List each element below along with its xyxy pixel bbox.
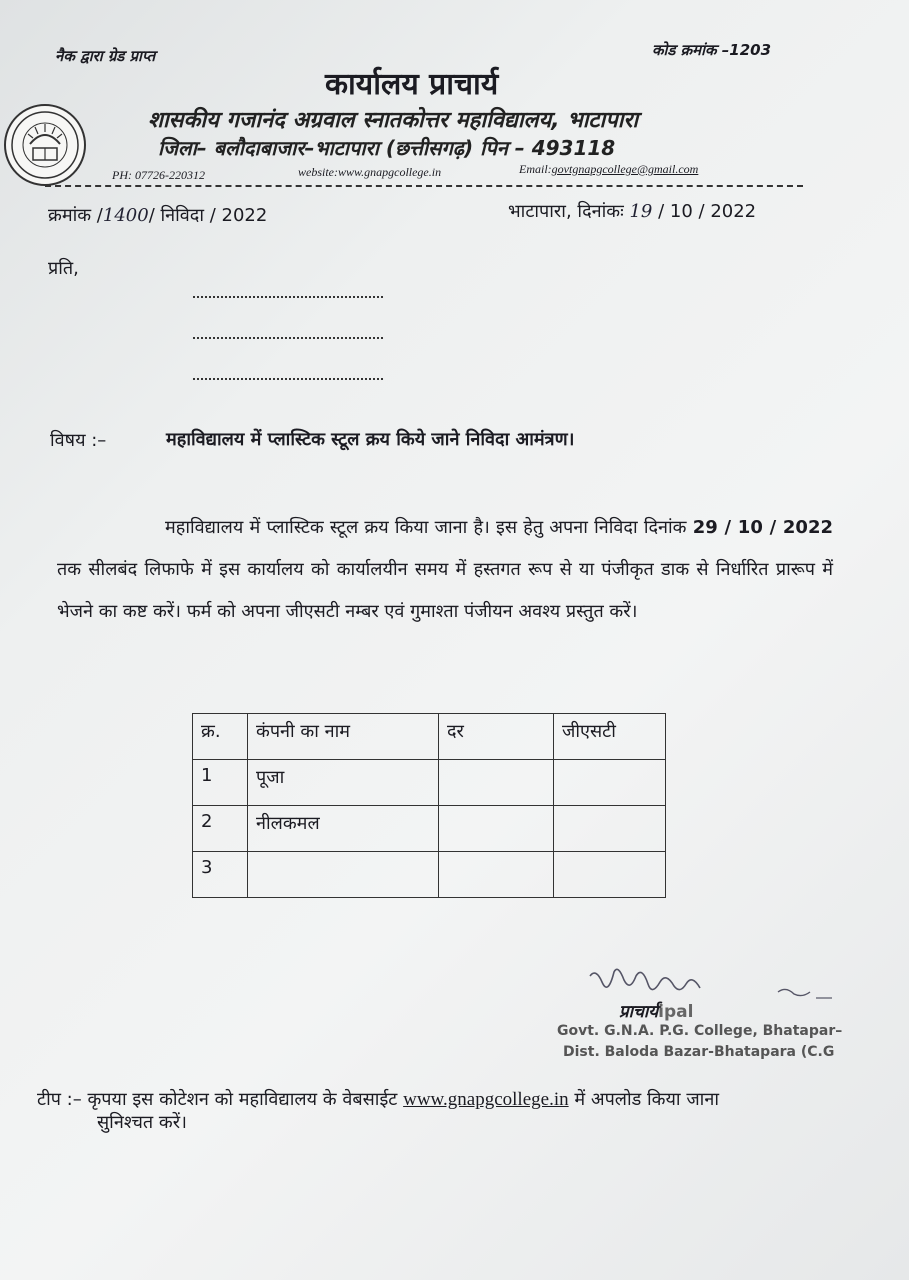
body-part-2: तक सीलबंद लिफाफे में इस कार्यालय को कार्यालयीन समय में हस्तगत रूप से या पंजीकृत डाक से निर्धारित प्रारूप में भेजने का कष्ट करें। फर्म को अपना जीएसटी नम्बर एवं गुमाश्ता पंजीयन अवश्य प्रस्तुत करें। bbox=[57, 559, 833, 622]
principal-title bbox=[619, 999, 693, 1022]
cell-gst bbox=[554, 806, 666, 852]
cell-rate bbox=[439, 760, 554, 806]
date-handwritten-day: 19 bbox=[629, 201, 653, 222]
header-gst: जीएसटी bbox=[554, 714, 666, 760]
date-suffix: / 10 / 2022 bbox=[658, 201, 757, 222]
cell-serial: 1 bbox=[193, 760, 248, 806]
email-label: Email: bbox=[519, 162, 552, 176]
cell-serial: 2 bbox=[193, 806, 248, 852]
table-row bbox=[193, 760, 666, 806]
date-prefix: भाटापारा, दिनांकः bbox=[508, 201, 624, 222]
body-part-1: महाविद्यालय में प्लास्टिक स्टूल क्रय किया जाना है। इस हेतु अपना निविदा दिनांक bbox=[165, 517, 693, 538]
cell-company: पूजा bbox=[248, 760, 439, 806]
note-suffix: में अपलोड किया जाना bbox=[568, 1089, 719, 1110]
college-seal-logo bbox=[4, 104, 86, 186]
header-serial: क्र. bbox=[193, 714, 248, 760]
to-label: प्रति, bbox=[48, 258, 79, 279]
cell-gst bbox=[554, 852, 666, 898]
quotation-table bbox=[192, 713, 666, 898]
cell-gst bbox=[554, 760, 666, 806]
naac-grade-text: नैक द्वारा ग्रेड प्राप्त bbox=[55, 47, 156, 65]
stamp-college-line: Govt. G.N.A. P.G. College, Bhatapar– bbox=[557, 1023, 843, 1039]
header-rate: दर bbox=[439, 714, 554, 760]
cell-rate bbox=[439, 806, 554, 852]
ref-handwritten-number: 1400 bbox=[102, 205, 149, 226]
cell-company bbox=[248, 852, 439, 898]
note-line-2: सुनिश्चत करें। bbox=[97, 1112, 187, 1133]
reference-number bbox=[48, 203, 267, 227]
email-text bbox=[519, 162, 698, 177]
stamp-district-line: Dist. Baloda Bazar-Bhatapara (C.G bbox=[563, 1044, 835, 1060]
header-divider bbox=[45, 185, 803, 187]
address-line-3 bbox=[193, 378, 383, 380]
header-company-name: कंपनी का नाम bbox=[248, 714, 439, 760]
cell-serial: 3 bbox=[193, 852, 248, 898]
note-prefix: टीप :– कृपया इस कोटेशन को महाविद्यालय के वेबसाईट bbox=[37, 1089, 404, 1110]
address-line-2 bbox=[193, 337, 383, 339]
ref-suffix: / निविदा / 2022 bbox=[148, 205, 268, 226]
table-row bbox=[193, 852, 666, 898]
address-line-1 bbox=[193, 296, 383, 298]
subject-label: विषय :– bbox=[50, 430, 107, 451]
body-paragraph bbox=[57, 507, 833, 633]
office-title: कार्यालय प्राचार्य bbox=[325, 67, 499, 102]
ref-prefix: क्रमांक / bbox=[48, 205, 103, 226]
email-address[interactable]: govtgnapgcollege@gmail.com bbox=[551, 162, 699, 176]
note-line-1 bbox=[37, 1087, 719, 1111]
tender-last-date: 29 / 10 / 2022 bbox=[692, 517, 833, 538]
table-header-row bbox=[193, 714, 666, 760]
table-row bbox=[193, 806, 666, 852]
cell-company: नीलकमल bbox=[248, 806, 439, 852]
website-link[interactable]: www.gnapgcollege.in bbox=[403, 1089, 569, 1110]
principal-hi: प्राचार्य bbox=[619, 1002, 659, 1022]
website-text: website:www.gnapgcollege.in bbox=[298, 165, 442, 179]
college-name: शासकीय गजानंद अग्रवाल स्नातकोत्तर महाविद्यालय, भाटापारा bbox=[148, 108, 639, 133]
principal-en-stamp: ipal bbox=[658, 1002, 694, 1022]
letter-date bbox=[508, 199, 756, 223]
cell-rate bbox=[439, 852, 554, 898]
subject-text: महाविद्यालय में प्लास्टिक स्टूल क्रय किये जाने निविदा आमंत्रण। bbox=[166, 429, 575, 450]
code-number: कोड क्रमांक –1203 bbox=[652, 41, 772, 59]
college-address: जिला– बलौदाबाजार–भाटापारा (छत्तीसगढ़) पिन – 493118 bbox=[158, 136, 616, 160]
phone-number: PH: 07726-220312 bbox=[112, 168, 205, 182]
